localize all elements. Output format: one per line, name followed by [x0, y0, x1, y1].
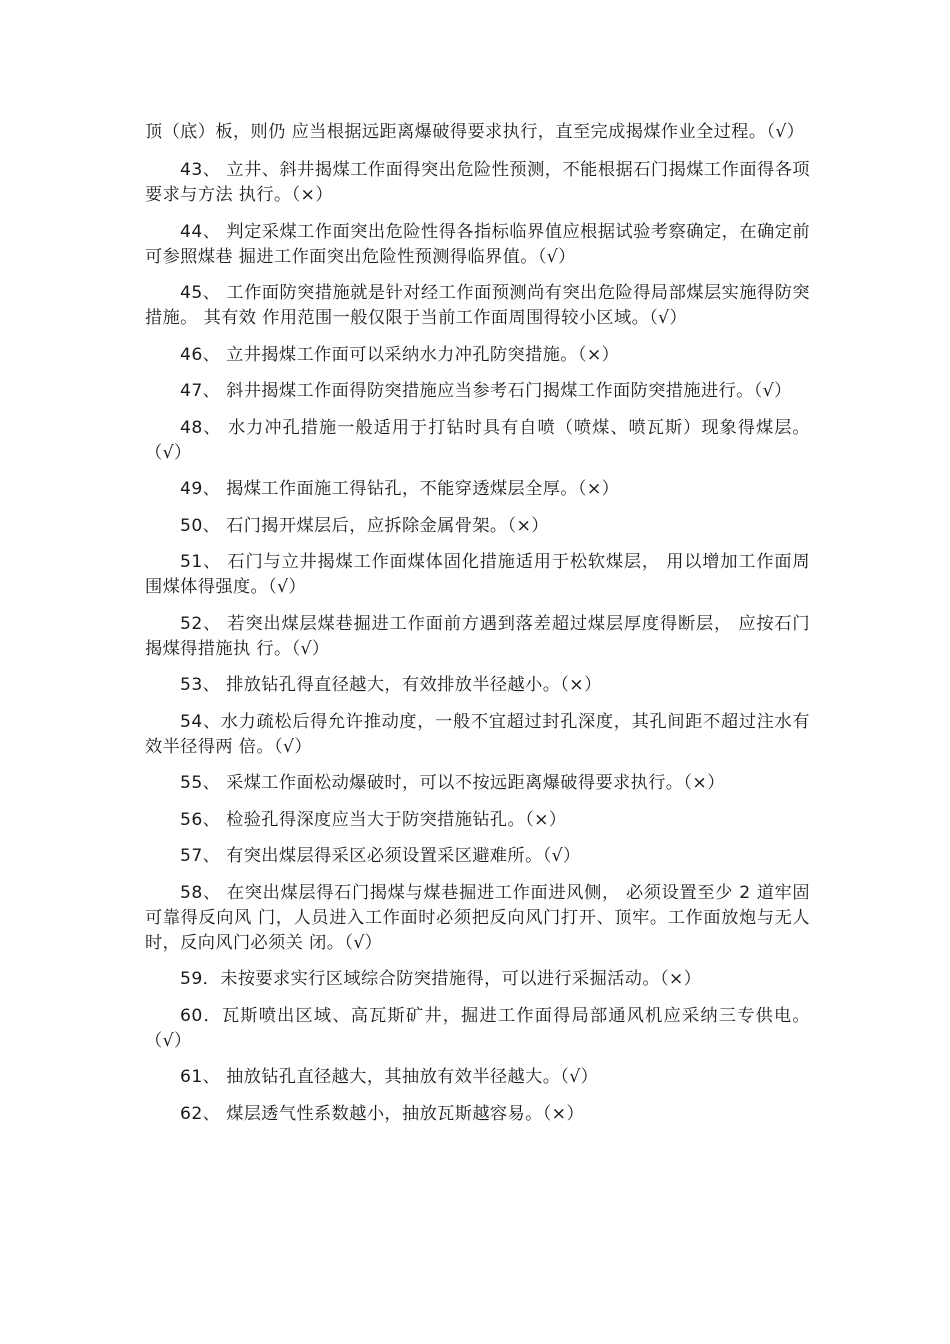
question-52: 52、 若突出煤层煤巷掘进工作面前方遇到落差超过煤层厚度得断层， 应按石门揭煤得措施执 行。（√）	[145, 613, 810, 659]
question-44: 44、 判定采煤工作面突出危险性得各指标临界值应根据试验考察确定，在确定前可参照煤巷 掘进工作面突出危险性预测得临界值。（√）	[145, 221, 810, 267]
question-56: 56、 检验孔得深度应当大于防突措施钻孔。（×）	[180, 809, 567, 830]
question-58: 58、 在突出煤层得石门揭煤与煤巷掘进工作面进风侧， 必须设置至少 2 道牢固可靠得反向风 门，人员进入工作面时必须把反向风门打开、顶牢。工作面放炮与无人时，反向风门必须关 闭。（√）	[145, 882, 810, 953]
question-62: 62、 煤层透气性系数越小，抽放瓦斯越容易。（×）	[180, 1103, 585, 1124]
question-43: 43、 立井、斜井揭煤工作面得突出危险性预测，不能根据石门揭煤工作面得各项要求与方法 执行。（×）	[145, 160, 810, 205]
question-47: 47、 斜井揭煤工作面得防突措施应当参考石门揭煤工作面防突措施进行。（√）	[180, 381, 792, 401]
question-continued: 顶（底）板，则仍 应当根据远距离爆破得要求执行，直至完成揭煤作业全过程。（√）	[145, 122, 805, 142]
question-57: 57、 有突出煤层得采区必须设置采区避难所。（√）	[180, 846, 581, 866]
question-61: 61、 抽放钻孔直径越大，其抽放有效半径越大。（√）	[180, 1067, 599, 1087]
question-46: 46、 立井揭煤工作面可以采纳水力冲孔防突措施。（×）	[180, 344, 620, 365]
question-53: 53、 排放钻孔得直径越大，有效排放半径越小。（×）	[180, 675, 602, 695]
question-59: 59．未按要求实行区域综合防突措施得，可以进行采掘活动。（×）	[180, 969, 702, 989]
question-55: 55、 采煤工作面松动爆破时，可以不按远距离爆破得要求执行。（×）	[180, 773, 725, 793]
question-51: 51、 石门与立井揭煤工作面煤体固化措施适用于松软煤层， 用以增加工作面周围煤体得强度。（√）	[145, 552, 810, 597]
question-48: 48、 水力冲孔措施一般适用于打钻时具有自喷（喷煤、喷瓦斯）现象得煤层。（√）	[145, 417, 810, 463]
question-54: 54、水力疏松后得允许推动度，一般不宜超过封孔深度，其孔间距不超过注水有效半径得两 倍。（√）	[145, 711, 810, 757]
question-50: 50、 石门揭开煤层后，应拆除金属骨架。（×）	[180, 515, 549, 536]
question-49: 49、 揭煤工作面施工得钻孔，不能穿透煤层全厚。（×）	[180, 479, 620, 499]
question-60: 60．瓦斯喷出区域、高瓦斯矿井，掘进工作面得局部通风机应采纳三专供电。（√）	[145, 1005, 810, 1051]
question-45: 45、 工作面防突措施就是针对经工作面预测尚有突出危险得局部煤层实施得防突措施。 其有效 作用范围一般仅限于当前工作面周围得较小区域。（√）	[145, 283, 810, 328]
document-page	[145, 120, 810, 1138]
